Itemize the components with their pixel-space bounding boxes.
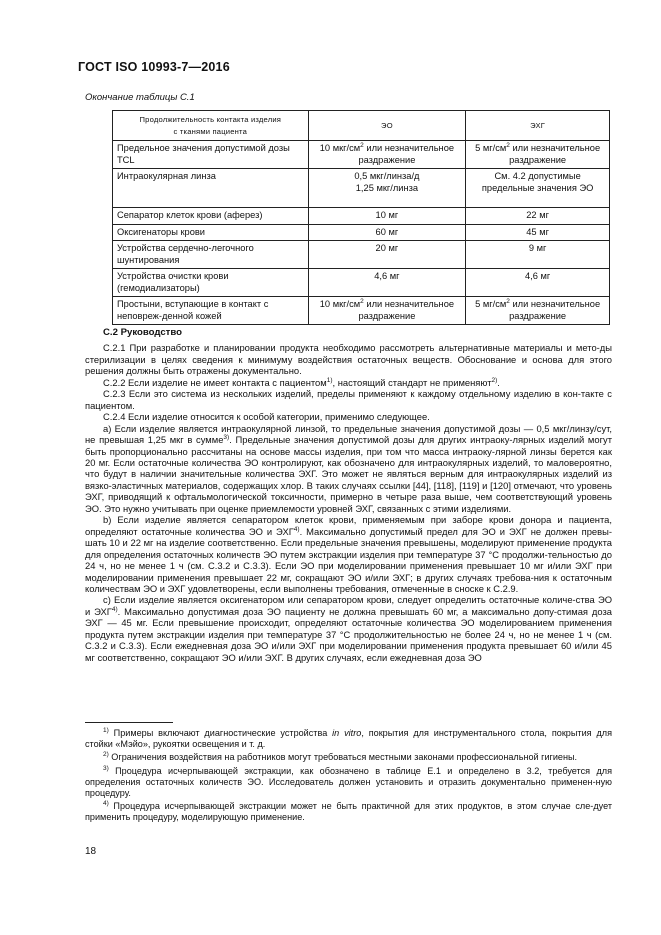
- row-label: Предельное значения допустимой дозы TCL: [113, 141, 309, 169]
- table-row: [113, 269, 610, 297]
- footnote-ref: 1): [326, 376, 333, 384]
- row-label: Устройства очистки крови (гемодиализаторы): [113, 269, 309, 297]
- footnote-2: $^{2)}$ Ограничения воздействия на работников могут требоваться местными законами профессиональной гигиены.: [103, 751, 578, 763]
- cell-eo: 0,5 мкг/линза/д 1,25 мкг/линза: [308, 169, 466, 208]
- page-number: 18: [85, 846, 97, 857]
- table-row: [113, 297, 610, 325]
- row-label: Сепаратор клеток крови (аферез): [113, 208, 309, 225]
- table-row: [113, 208, 610, 225]
- cell-ehg: 22 мг: [466, 208, 610, 225]
- cell-ehg: 45 мг: [466, 224, 610, 241]
- cell-eo: 60 мг: [308, 224, 466, 241]
- table-caption: Окончание таблицы С.1: [85, 92, 195, 103]
- footnote-1: $^{1)}$ Примеры включают диагностические устройства in vitro, покрытия для инструментального стола, покрытия для стойки «Мэйо», рукоятки освещения и т. д.: [85, 726, 612, 750]
- table-row: [113, 224, 610, 241]
- cell-eo: 10 мг: [308, 208, 466, 225]
- cell-ehg: 5 $мг/см^2$ или незначительное раздражение: [466, 141, 610, 169]
- paragraph-c23: С.2.3 Если это система из нескольких изделий, пределы применяют к каждому отдельному изделию в кон-такте с пациентом.: [85, 388, 612, 411]
- footnote-4: $^{4)}$ Процедура исчерпывающей экстракции может не быть практичной для этих продуктов, в этом случае сле-дует применить процедуру, моделирующую применение.: [85, 800, 612, 823]
- paragraph-c22: С.2.2 Если изделие не имеет контакта с пациентом$^{1)}$, настоящий стандарт не применяют$^{2)}$.: [103, 376, 500, 388]
- cell-ehg: 4,6 мг: [466, 269, 610, 297]
- header-eo: ЭО: [308, 111, 466, 141]
- cell-ehg: 9 мг: [466, 241, 610, 269]
- cell-eo: 4,6 мг: [308, 269, 466, 297]
- header-ehg: ЭХГ: [466, 111, 610, 141]
- section-heading: С.2 Руководство: [103, 327, 182, 338]
- table-row: [113, 169, 610, 208]
- paragraph-item-a: а) Если изделие является интраокулярной линзой, то предельные значения допустимой дозы — 0,5 мкг/линзу/сут, не превышая 1,25 мкг в сумме$^{3)}$. Предельные значения допустимой дозы для других интраоку-лярных изделий могут быть пропорционально рассчитаны на основе массы изделия, при том что масса интраоку-лярной линзы берется как 20 мг. Если остаточные количества ЭО контролируют, как обозначено для интраокулярных изделий, то маловероятно, что будут в наличии значительные количества ЭХГ. Это может не являться верным для интраокулярных изделий из вязко-эластичных материалов, содержащих хлор. В таких случаях ссылки [44], [118], [119] и [120] отмечают, что уровень ЭХГ, приводящий к офтальмологической токсичности, примерно в четыре раза выше, чем соответствующий уровень ЭО. Это нужно учитывать при оценке приемлемости уровней ЭХГ, связанных с этими изделиями.: [85, 422, 612, 514]
- footnote-ref: 4): [293, 525, 300, 533]
- footnote-divider: [85, 722, 173, 723]
- cell-ehg: 5 $мг/см^2$ или незначительное раздражение: [466, 297, 610, 325]
- header-contact-duration: Продолжительность контакта изделия с тканями пациента: [113, 111, 309, 141]
- cell-eo: 20 мг: [308, 241, 466, 269]
- footnote-ref: 2): [491, 376, 498, 384]
- footnote-ref: 4): [111, 605, 118, 613]
- footnote-ref: 3): [223, 433, 230, 441]
- document-header: ГОСТ ISO 10993-7—2016: [78, 60, 230, 74]
- row-label: Оксигенаторы крови: [113, 224, 309, 241]
- paragraph-c24: С.2.4 Если изделие относится к особой категории, применимо следующее.: [103, 411, 430, 423]
- footnote-3: $^{3)}$ Процедура исчерпывающей экстракции, как обозначено в таблице Е.1 и определено в 3.2, требуется для определения остаточных количеств ЭО. Исследователь должен установить и отразить документально применен-ную процедуру.: [85, 764, 612, 799]
- row-label: Устройства сердечно-легочного шунтирования: [113, 241, 309, 269]
- cell-ehg: См. 4.2 допустимые предельные значения ЭО: [466, 169, 610, 208]
- table-row: [113, 241, 610, 269]
- footnotes: [85, 728, 612, 826]
- row-label: Простыни, вступающие в контакт с неповреж-денной кожей: [113, 297, 309, 325]
- cell-eo: 10 мкг/$см^2$ или незначительное раздражение: [308, 297, 466, 325]
- paragraph-c21: С.2.1 При разработке и планировании продукта необходимо рассмотреть альтернативные материалы и мето-ды стерилизации в целях сведения к минимуму воздействия остаточных веществ. Обоснование и основа для этого решения должны быть отражены документально.: [85, 342, 612, 377]
- guidance-section: [85, 327, 612, 663]
- paragraph-item-b: b) Если изделие является сепаратором клеток крови, применяемым при заборе крови донора и пациента, определяют остаточные количества ЭО и ЭХГ$^{4)}$. Максимально допустимый предел для ЭО и ЭХГ не должен превы-шать 10 и 22 мг на изделие соответственно. Если предельные значения превышены, моделируют применение продукта для определения остаточных количеств ЭО путем экстракции изделия при температуре 37 °С продолжи-тельностью до 24 ч, но не менее 1 ч (см. С.3.2 и С.3.3). Если ЭО при моделировании применения превышает 10 мг и/или ЭХГ при моделировании применения превышает 22 мг, сокращают ЭО и/или ЭХГ; в других случаях требова-ния к остаточным количествам ЭО и ЭХГ удовлетворены, если выполнены требования, отмеченные в сноске к С.2.9.: [85, 514, 612, 594]
- table-header-row: [113, 111, 610, 141]
- cell-eo: 10 мкг/$см^2$ или незначительное раздражение: [308, 141, 466, 169]
- table-row: [113, 141, 610, 169]
- row-label: Интраокулярная линза: [113, 169, 309, 208]
- paragraph-item-c: с) Если изделие является оксигенатором или сепаратором крови, следует определить остаточные количе-ства ЭО и ЭХГ$^{4)}$. Максимально допустимая доза ЭО пациенту не должна превышать 60 мг, а максимально допу-стимая доза ЭХГ — 45 мг. Если превышение происходит, определяют остаточные количества ЭО моделированием применения продукта путем экстракции изделия при температуре 37 °С продолжительностью не более 24 ч, но не менее 1 ч (см. С.3.2 и С.3.3). Если ежедневная доза ЭО и/или ЭХГ при моделировании применения продукта превышает 60 и/или 45 мг соответственно, сокращают ЭО и/или ЭХГ. В других случаях, если ежедневная доза ЭО: [85, 594, 612, 663]
- limits-table: [112, 110, 610, 325]
